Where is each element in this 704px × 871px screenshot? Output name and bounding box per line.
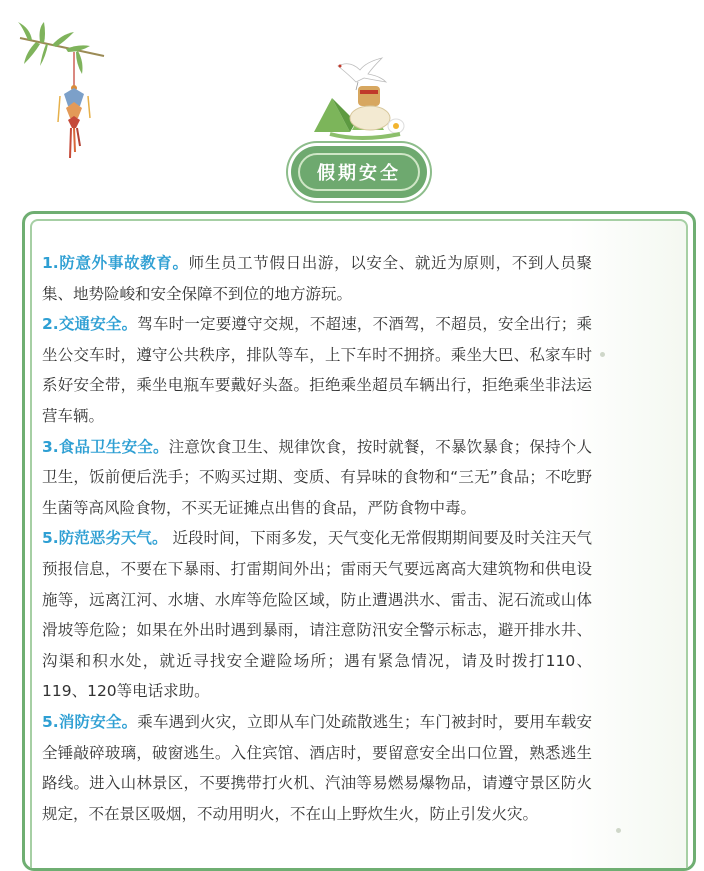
section-accident-prevention	[42, 248, 592, 309]
crane-zongzi-decoration	[310, 52, 410, 152]
section-weather-safety	[42, 523, 592, 707]
section-body: 注意饮食卫生、规律饮食，按时就餐，不暴饮暴食；保持个人卫生，饭前便后洗手；不购买过期、变质、有异味的食物和“三无”食品；不吃野生菌等高风险食物，不买无证摊点出售的食品，严防食物中毒。	[42, 437, 592, 517]
safety-content	[42, 248, 592, 829]
section-heading: 5.防范恶劣天气。	[42, 529, 168, 548]
section-heading: 5.消防安全。	[42, 712, 138, 731]
page-title: 假期安全	[317, 163, 401, 184]
section-body: 驾车时一定要遵守交规，不超速，不酒驾，不超员，安全出行；乘坐公交车时，遵守公共秩序，排队等车，上下车时不拥挤。乘坐大巴、私家车时系好安全带，乘坐电瓶车要戴好头盔。拒绝乘坐超员车辆出行，拒绝乘坐非法运营车辆。	[42, 315, 592, 425]
title-badge-inner	[298, 153, 420, 191]
section-body: 乘车遇到火灾，立即从车门处疏散逃生；车门被封时，要用车载安全锤敲碎玻璃，破窗逃生。入住宾馆、酒店时，要留意安全出口位置，熟悉逃生路线。进入山林景区，不要携带打火机、汽油等易燃易爆物品，请遵守景区防火规定，不在景区吸烟，不动用明火，不在山上野炊生火，防止引发火灾。	[42, 712, 592, 823]
decorative-dot	[616, 828, 621, 833]
section-heading: 2.交通安全。	[42, 315, 138, 334]
title-badge	[291, 146, 427, 198]
section-body: 近段时间，下雨多发，天气变化无常假期期间要及时关注天气预报信息，不要在下暴雨、打雷期间外出；雷雨天气要远离高大建筑物和供电设施等，远离江河、水塘、水库等危险区域，防止遭遇洪水、雷击、泥石流或山体滑坡等危险；如果在外出时遇到暴雨，请注意防汛安全警示标志，避开排水井、沟渠和积水处，就近寻找安全避险场所；遇有紧急情况，请及时拨打110、119、120等电话求助。	[42, 529, 592, 701]
section-body: 师生员工节假日出游，以安全、就近为原则，不到人员聚集、地势险峻和安全保障不到位的地方游玩。	[42, 254, 592, 303]
section-fire-safety	[42, 707, 592, 829]
section-heading: 3.食品卫生安全。	[42, 437, 169, 456]
decorative-dot	[600, 352, 605, 357]
section-traffic-safety	[42, 309, 592, 431]
section-heading: 1.防意外事故教育。	[42, 254, 189, 272]
bamboo-sachet-decoration	[18, 22, 108, 162]
section-food-safety	[42, 432, 592, 524]
